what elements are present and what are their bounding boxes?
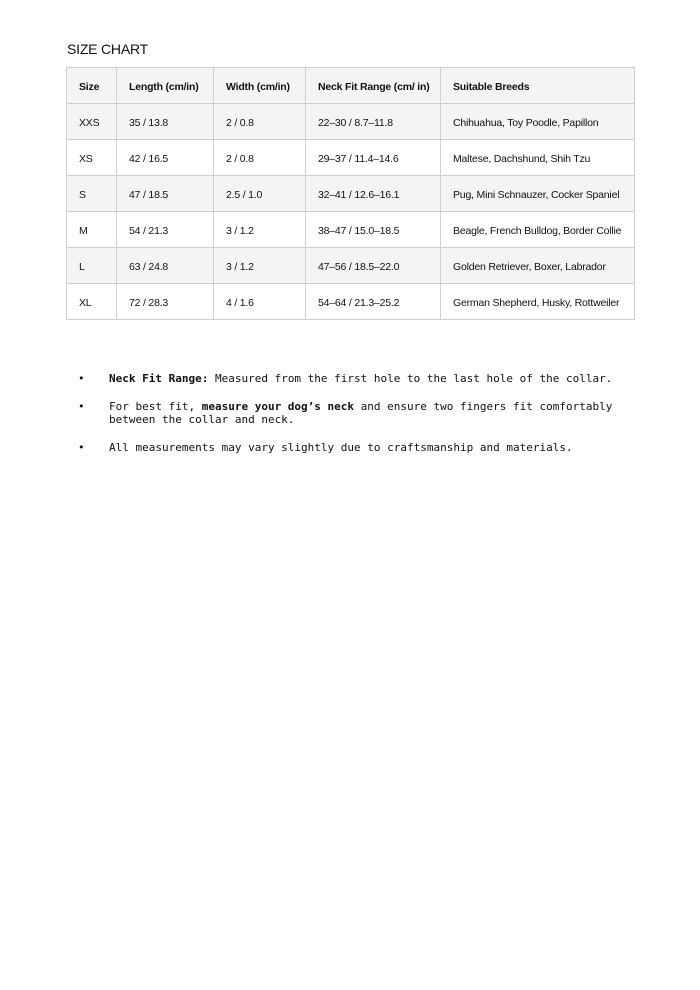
cell-size: M	[67, 212, 117, 248]
cell-suitable-breeds: Golden Retriever, Boxer, Labrador	[441, 248, 635, 284]
cell-neck-fit-range: 54–64 / 21.3–25.2	[306, 284, 441, 320]
table-row	[67, 248, 635, 284]
page-title: SIZE CHART	[67, 41, 148, 57]
note-bold-phrase: measure your dog’s neck	[195, 400, 355, 413]
cell-width: 2 / 0.8	[214, 140, 306, 176]
cell-length: 47 / 18.5	[117, 176, 214, 212]
note-neck-fit-range	[78, 372, 618, 385]
cell-width: 4 / 1.6	[214, 284, 306, 320]
cell-size: L	[67, 248, 117, 284]
table-row	[67, 212, 635, 248]
cell-length: 72 / 28.3	[117, 284, 214, 320]
cell-suitable-breeds: Chihuahua, Toy Poodle, Papillon	[441, 104, 635, 140]
cell-neck-fit-range: 38–47 / 15.0–18.5	[306, 212, 441, 248]
note-text: All measurements may vary slightly due to craftsmanship and materials.	[109, 441, 573, 454]
cell-suitable-breeds: Maltese, Dachshund, Shih Tzu	[441, 140, 635, 176]
notes-list	[78, 372, 618, 469]
cell-width: 2 / 0.8	[214, 104, 306, 140]
cell-length: 54 / 21.3	[117, 212, 214, 248]
cell-width: 3 / 1.2	[214, 248, 306, 284]
note-text: Measured from the first hole to the last hole of the collar.	[208, 372, 613, 385]
cell-suitable-breeds: Pug, Mini Schnauzer, Cocker Spaniel	[441, 176, 635, 212]
cell-suitable-breeds: German Shepherd, Husky, Rottweiler	[441, 284, 635, 320]
cell-length: 42 / 16.5	[117, 140, 214, 176]
header-length: Length (cm/in)	[117, 68, 214, 104]
note-bold-label: Neck Fit Range:	[109, 372, 209, 385]
cell-length: 35 / 13.8	[117, 104, 214, 140]
cell-width: 2.5 / 1.0	[214, 176, 306, 212]
note-best-fit	[78, 400, 618, 426]
cell-neck-fit-range: 29–37 / 11.4–14.6	[306, 140, 441, 176]
cell-size: XS	[67, 140, 117, 176]
header-suitable-breeds: Suitable Breeds	[441, 68, 635, 104]
note-measurements-vary	[78, 441, 618, 454]
table-row	[67, 284, 635, 320]
note-text: and ensure two fingers fit comfortably between the collar and neck.	[109, 400, 613, 426]
size-chart-table	[66, 67, 635, 320]
cell-suitable-breeds: Beagle, French Bulldog, Border Collie	[441, 212, 635, 248]
header-size: Size	[67, 68, 117, 104]
table-row	[67, 140, 635, 176]
cell-neck-fit-range: 22–30 / 8.7–11.8	[306, 104, 441, 140]
cell-length: 63 / 24.8	[117, 248, 214, 284]
bullet-icon: •	[78, 400, 85, 413]
bullet-icon: •	[78, 372, 85, 385]
bullet-icon: •	[78, 441, 85, 454]
cell-neck-fit-range: 32–41 / 12.6–16.1	[306, 176, 441, 212]
header-width: Width (cm/in)	[214, 68, 306, 104]
table-header-row	[67, 68, 635, 104]
table-row	[67, 176, 635, 212]
cell-size: XL	[67, 284, 117, 320]
cell-width: 3 / 1.2	[214, 212, 306, 248]
cell-size: S	[67, 176, 117, 212]
note-prefix: For best fit,	[109, 400, 196, 413]
header-neck-fit-range: Neck Fit Range (cm/ in)	[306, 68, 441, 104]
cell-size: XXS	[67, 104, 117, 140]
table-row	[67, 104, 635, 140]
cell-neck-fit-range: 47–56 / 18.5–22.0	[306, 248, 441, 284]
